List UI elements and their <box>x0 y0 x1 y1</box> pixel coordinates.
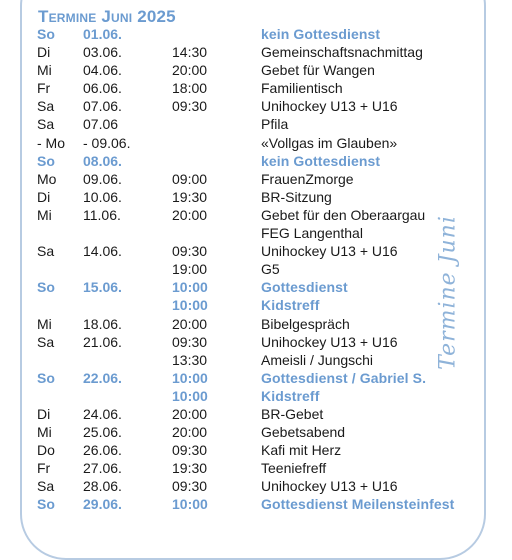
time-cell: 13:30 <box>172 351 208 368</box>
event-cell: Ameisli / Jungschi <box>261 351 374 368</box>
day-cell: Fr <box>37 80 51 97</box>
time-cell: 20:00 <box>172 315 208 332</box>
time-cell: 19:00 <box>172 261 208 278</box>
page-title: Termine Juni 2025 <box>38 7 176 26</box>
event-cell: FrauenZmorge <box>261 170 354 187</box>
time-cell: 09:30 <box>172 243 208 260</box>
date-cell: 11.06. <box>83 206 121 223</box>
event-cell: Kidstreff <box>261 297 320 314</box>
time-cell: 19:30 <box>172 188 208 205</box>
date-cell: 03.06. <box>83 44 122 61</box>
time-cell: 09:30 <box>172 442 208 459</box>
day-cell: Mi <box>37 62 52 79</box>
day-cell: Mi <box>37 424 52 441</box>
schedule-row <box>0 25 512 43</box>
time-cell: 20:00 <box>172 206 208 223</box>
date-cell: 27.06. <box>83 460 122 477</box>
schedule-row <box>0 495 512 513</box>
schedule-row <box>0 97 512 115</box>
schedule-row <box>0 79 512 97</box>
date-cell: 06.06. <box>83 80 122 97</box>
time-cell: 20:00 <box>172 424 208 441</box>
side-decorative-label: Termine Juni <box>435 215 461 370</box>
day-cell: Fr <box>37 460 51 477</box>
time-cell: 10:00 <box>172 369 208 386</box>
date-cell: 07.06. <box>83 98 122 115</box>
day-cell: So <box>37 26 55 42</box>
schedule-row <box>0 477 512 495</box>
schedule-row <box>0 43 512 61</box>
day-cell: So <box>37 152 55 169</box>
day-cell: Sa <box>37 116 55 133</box>
date-cell: 24.06. <box>83 405 122 422</box>
time-cell: 20:00 <box>172 62 208 79</box>
day-cell: So <box>37 369 55 386</box>
event-cell: Unihockey U13 + U16 <box>261 333 398 350</box>
time-cell: 10:00 <box>172 496 208 513</box>
day-cell: Mi <box>37 315 52 332</box>
event-cell: kein Gottesdienst <box>261 26 381 42</box>
event-cell: «Vollgas im Glauben» <box>261 134 398 151</box>
schedule-row <box>0 405 512 423</box>
schedule-row <box>0 459 512 477</box>
date-cell: 29.06. <box>83 496 122 513</box>
day-cell: So <box>37 496 55 513</box>
event-cell: Gottesdienst / Gabriel S. <box>261 369 427 386</box>
event-cell: FEG Langenthal <box>261 225 363 242</box>
time-cell: 20:00 <box>172 405 208 422</box>
event-cell: Unihockey U13 + U16 <box>261 478 398 495</box>
time-cell: 14:30 <box>172 44 208 61</box>
day-cell: - Mo <box>37 134 65 151</box>
date-cell: 04.06. <box>83 62 122 79</box>
schedule-row <box>0 387 512 405</box>
time-cell: 09:00 <box>172 170 208 187</box>
event-cell: kein Gottesdienst <box>261 152 381 169</box>
date-cell: 07.06 <box>83 116 119 133</box>
time-cell: 09:30 <box>172 98 208 115</box>
date-cell: 25.06. <box>83 424 122 441</box>
event-cell: BR-Sitzung <box>261 188 332 205</box>
day-cell: Sa <box>37 333 55 350</box>
date-cell: 21.06. <box>83 333 122 350</box>
date-cell: 26.06. <box>83 442 122 459</box>
event-cell: Gemeinschaftsnachmittag <box>261 44 423 61</box>
event-cell: Kafi mit Herz <box>261 442 342 459</box>
time-cell: 10:00 <box>172 387 208 404</box>
time-cell: 10:00 <box>172 279 208 296</box>
day-cell: Sa <box>37 478 55 495</box>
schedule-row <box>0 170 512 188</box>
day-cell: Sa <box>37 98 55 115</box>
date-cell: 10.06. <box>83 188 122 205</box>
event-cell: Teeniefreff <box>261 460 327 477</box>
event-cell: Gebetsabend <box>261 424 346 441</box>
event-cell: Gottesdienst Meilensteinfest <box>261 496 455 513</box>
time-cell: 09:30 <box>172 478 208 495</box>
schedule-row <box>0 134 512 152</box>
day-cell: Di <box>37 405 51 422</box>
date-cell: 22.06. <box>83 369 122 386</box>
schedule-row <box>0 61 512 79</box>
date-cell: 08.06. <box>83 152 122 169</box>
day-cell: Do <box>37 442 55 459</box>
time-cell: 09:30 <box>172 333 208 350</box>
day-cell: Di <box>37 188 51 205</box>
event-cell: Gottesdienst <box>261 279 348 296</box>
date-cell: 14.06. <box>83 243 122 260</box>
event-cell: Gebet für Wangen <box>261 62 375 79</box>
day-cell: Mi <box>37 206 52 223</box>
day-cell: Di <box>37 44 51 61</box>
event-cell: Gebet für den Oberaargau <box>261 206 426 223</box>
event-cell: Unihockey U13 + U16 <box>261 243 398 260</box>
date-cell: 28.06. <box>83 478 122 495</box>
time-cell: 18:00 <box>172 80 208 97</box>
event-cell: Unihockey U13 + U16 <box>261 98 398 115</box>
time-cell: 19:30 <box>172 460 208 477</box>
date-cell: 18.06. <box>83 315 122 332</box>
date-cell: 01.06. <box>83 26 122 42</box>
event-cell: BR-Gebet <box>261 405 324 422</box>
event-cell: Familientisch <box>261 80 343 97</box>
schedule-row <box>0 152 512 170</box>
day-cell: So <box>37 279 55 296</box>
schedule-row <box>0 115 512 133</box>
event-cell: Pfila <box>261 116 289 133</box>
date-cell: - 09.06. <box>83 134 131 151</box>
day-cell: Mo <box>37 170 57 187</box>
event-cell: Bibelgespräch <box>261 315 350 332</box>
event-cell: G5 <box>261 261 280 278</box>
day-cell: Sa <box>37 243 55 260</box>
date-cell: 15.06. <box>83 279 122 296</box>
time-cell: 10:00 <box>172 297 208 314</box>
schedule-row <box>0 423 512 441</box>
date-cell: 09.06. <box>83 170 122 187</box>
schedule-row <box>0 441 512 459</box>
event-cell: Kidstreff <box>261 387 320 404</box>
